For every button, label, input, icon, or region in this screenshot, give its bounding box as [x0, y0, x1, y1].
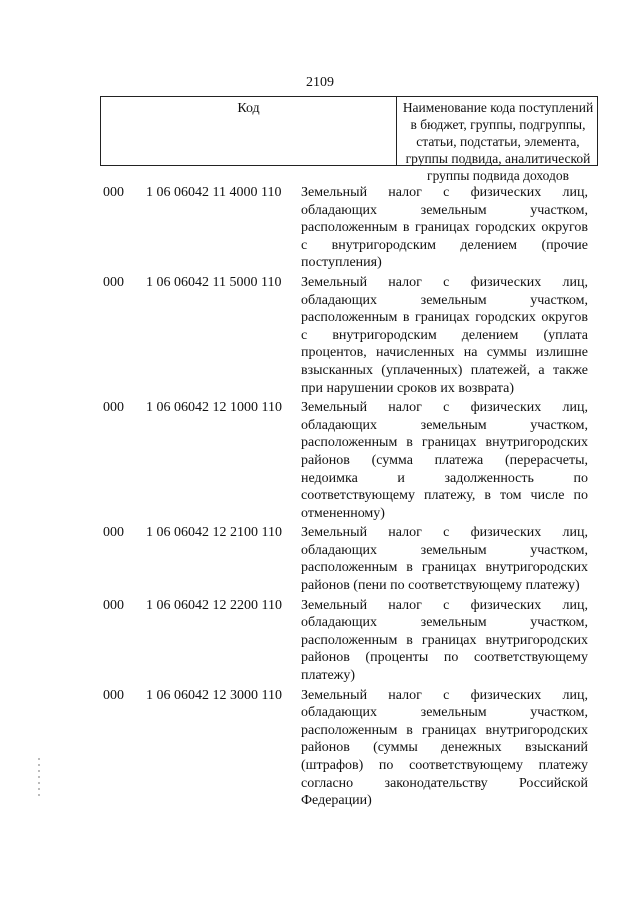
table-row: [0, 184, 640, 272]
table-row: [0, 687, 640, 810]
revenue-name: Земельный налог с физических лиц, обладающих земельным участком, расположенным в границах городских округов с внутригородским делением (прочие поступления): [301, 185, 588, 271]
revenue-code: 1 06 06042 12 2200 110: [146, 597, 282, 613]
table-row: [0, 274, 640, 397]
admin-code: 000: [103, 185, 124, 200]
header-name-label: Наименование кода поступлений в бюджет, группы, подгруппы, статьи, подстатьи, элемента, группы подвида, аналитической группы подвида доходов: [402, 100, 594, 183]
revenue-code: 1 06 06042 12 3000 110: [146, 687, 282, 703]
table-row: [0, 597, 640, 685]
revenue-name: Земельный налог с физических лиц, обладающих земельным участком, расположенным в границах городских округов с внутригородским делением (уплата процентов, начисленных на суммы излишне взысканных (уплаченных) платежей, а также при нарушении сроков их возврата): [301, 274, 588, 396]
header-divider: [396, 97, 397, 165]
table-row: [0, 399, 640, 522]
revenue-name: Земельный налог с физических лиц, обладающих земельным участком, расположенным в границах внутригородских районов (суммы денежных взысканий (штрафов) по соответствующему платежу согласно законодательству Российской Федерации): [301, 687, 588, 809]
revenue-name: Земельный налог с физических лиц, обладающих земельным участком, расположенным в границах внутригородских районов (пени по соответствующему платежу): [301, 525, 588, 594]
table-row: [0, 524, 640, 594]
page-number: 2109: [306, 75, 334, 90]
revenue-name: Земельный налог с физических лиц, обладающих земельным участком, расположенным в границах внутригородских районов (проценты по соответствующему платежу): [301, 597, 588, 684]
revenue-code: 1 06 06042 12 2100 110: [146, 525, 282, 541]
admin-code: 000: [103, 597, 124, 613]
code-list: [0, 184, 640, 810]
revenue-code: 1 06 06042 11 5000 110: [146, 274, 282, 290]
admin-code: 000: [103, 525, 124, 541]
scan-artifact: [38, 758, 40, 796]
revenue-code: 1 06 06042 12 1000 110: [146, 400, 282, 416]
admin-code: 000: [103, 400, 124, 416]
revenue-code: 1 06 06042 11 4000 110: [146, 185, 282, 200]
table-header: [100, 96, 598, 183]
admin-code: 000: [103, 274, 124, 290]
header-code-label: Код: [237, 101, 260, 116]
admin-code: 000: [103, 687, 124, 703]
revenue-name: Земельный налог с физических лиц, обладающих земельным участком, расположенным в границах внутригородских районов (сумма платежа (перерасчеты, недоимка и задолженность по соответствующему платежу, в том числе по отмененному): [301, 400, 588, 521]
